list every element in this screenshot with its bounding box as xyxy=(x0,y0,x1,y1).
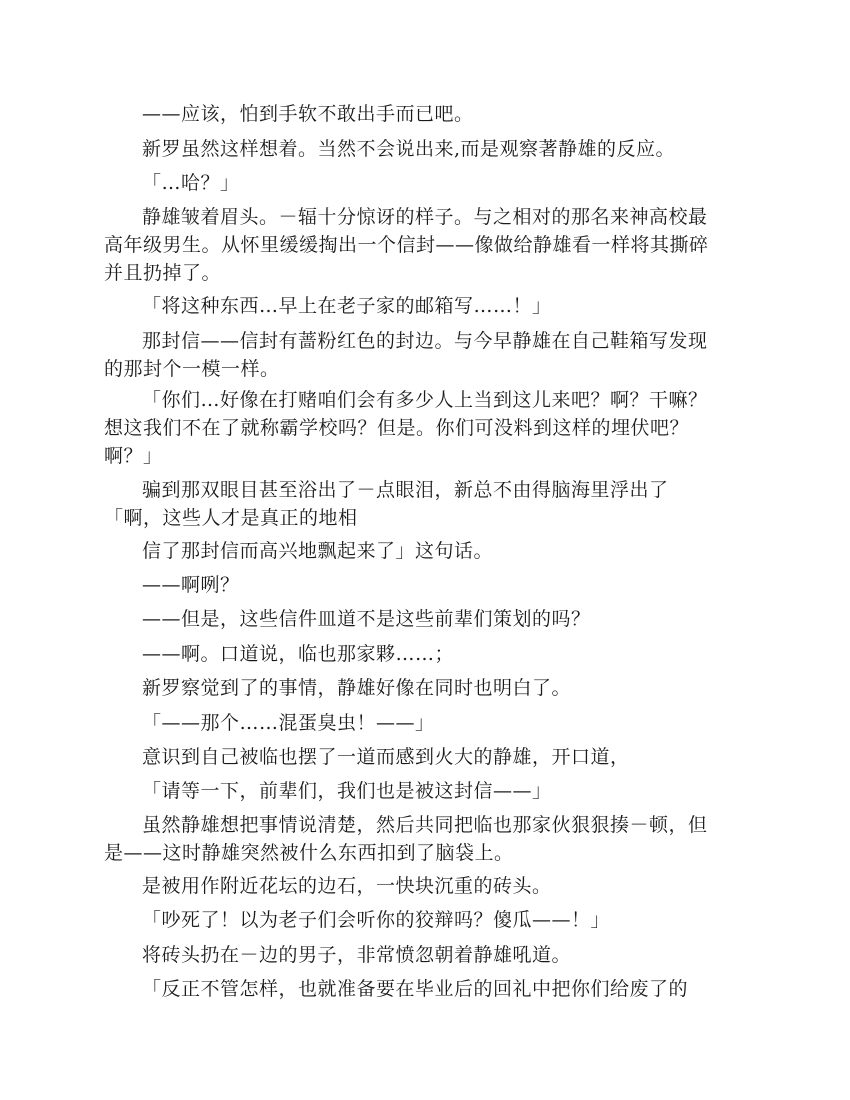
paragraph-18 xyxy=(142,872,552,900)
text-line: 虽然静雄想把事情说清楚，然后共同把临也那家伙狠狠揍－顿，但 xyxy=(142,814,708,836)
paragraph-4 xyxy=(104,203,709,287)
paragraph-15 xyxy=(142,743,630,771)
text-line: 那封信——信封有蔷粉红色的封边。与今早静雄在自己鞋箱写发现 xyxy=(142,330,708,352)
paragraph-5 xyxy=(142,292,552,320)
text-line: 「请等一下，前辈们，我们也是被这封信——」 xyxy=(142,780,552,802)
text-line: 是被用作附近花坛的边石，一快块沉重的砖头。 xyxy=(142,875,552,897)
text-line: 并且扔掉了。 xyxy=(104,262,222,284)
paragraph-16 xyxy=(142,777,552,805)
paragraph-19 xyxy=(142,906,610,934)
paragraph-11 xyxy=(142,605,591,633)
paragraph-6 xyxy=(104,327,708,383)
text-line: 意识到自己被临也摆了一道而感到火大的静雄，开口道， xyxy=(142,746,630,768)
paragraph-1 xyxy=(142,100,474,128)
paragraph-8 xyxy=(104,476,669,532)
text-line: 骗到那双眼目甚至浴出了－点眼泪，新总不由得脑海里浮出了 xyxy=(142,479,669,501)
text-line: 「——那个……混蛋臭虫！——」 xyxy=(142,712,435,734)
paragraph-13 xyxy=(142,674,571,702)
paragraph-21 xyxy=(142,975,688,1003)
text-line: 是——这时静雄突然被什么东西扣到了脑袋上。 xyxy=(104,842,514,864)
paragraph-17 xyxy=(104,811,708,867)
text-line: 新罗虽然这样想着。当然不会说出来,而是观察著静雄的反应。 xyxy=(142,138,676,160)
text-line: 啊？」 xyxy=(104,445,163,467)
text-line: 「啊，这些人才是真正的地相 xyxy=(104,507,358,529)
text-line: ——但是，这些信件皿道不是这些前辈们策划的吗？ xyxy=(142,608,591,630)
text-line: 静雄皱着眉头。－辐十分惊讶的样子。与之相对的那名来神高校最 xyxy=(142,206,708,228)
paragraph-10 xyxy=(142,571,240,599)
text-line: ——啊。口道说，临也那家夥……； xyxy=(142,643,455,665)
text-line: 「吵死了！以为老子们会听你的狡辩吗？傻瓜——！」 xyxy=(142,909,611,931)
paragraph-7 xyxy=(104,386,708,470)
paragraph-20 xyxy=(142,941,571,969)
text-line: 将砖头扔在－边的男子，非常愤忽朝着静雄吼道。 xyxy=(142,944,572,966)
paragraph-9 xyxy=(142,537,493,565)
text-line: ——啊咧？ xyxy=(142,574,240,596)
paragraph-3 xyxy=(142,169,240,197)
paragraph-12 xyxy=(142,640,454,668)
text-line: ——应该，怕到手软不敢出手而已吧。 xyxy=(142,103,474,125)
text-line: 「将这种东西…早上在老子家的邮箱写……！」 xyxy=(142,295,552,317)
text-line: 「反正不管怎样，也就准备要在毕业后的回礼中把你们给废了的 xyxy=(142,978,689,1000)
paragraph-14 xyxy=(142,709,435,737)
text-line: 「你们…好像在打赌咱们会有多少人上当到这儿来吧？啊？干嘛？ xyxy=(142,389,708,411)
text-line: 的那封个一模一样。 xyxy=(104,358,280,380)
text-line: 新罗察觉到了的事情，静雄好像在同时也明白了。 xyxy=(142,677,572,699)
text-line: 「…哈？」 xyxy=(142,172,240,194)
text-line: 想这我们不在了就称霸学校吗？但是。你们可没料到这样的埋伏吧？ xyxy=(104,417,690,439)
text-line: 信了那封信而高兴地飘起来了」这句话。 xyxy=(142,540,494,562)
paragraph-2 xyxy=(142,135,675,163)
text-line: 高年级男生。从怀里缓缓掏出一个信封——像做给静雄看一样将其撕碎 xyxy=(104,234,709,256)
